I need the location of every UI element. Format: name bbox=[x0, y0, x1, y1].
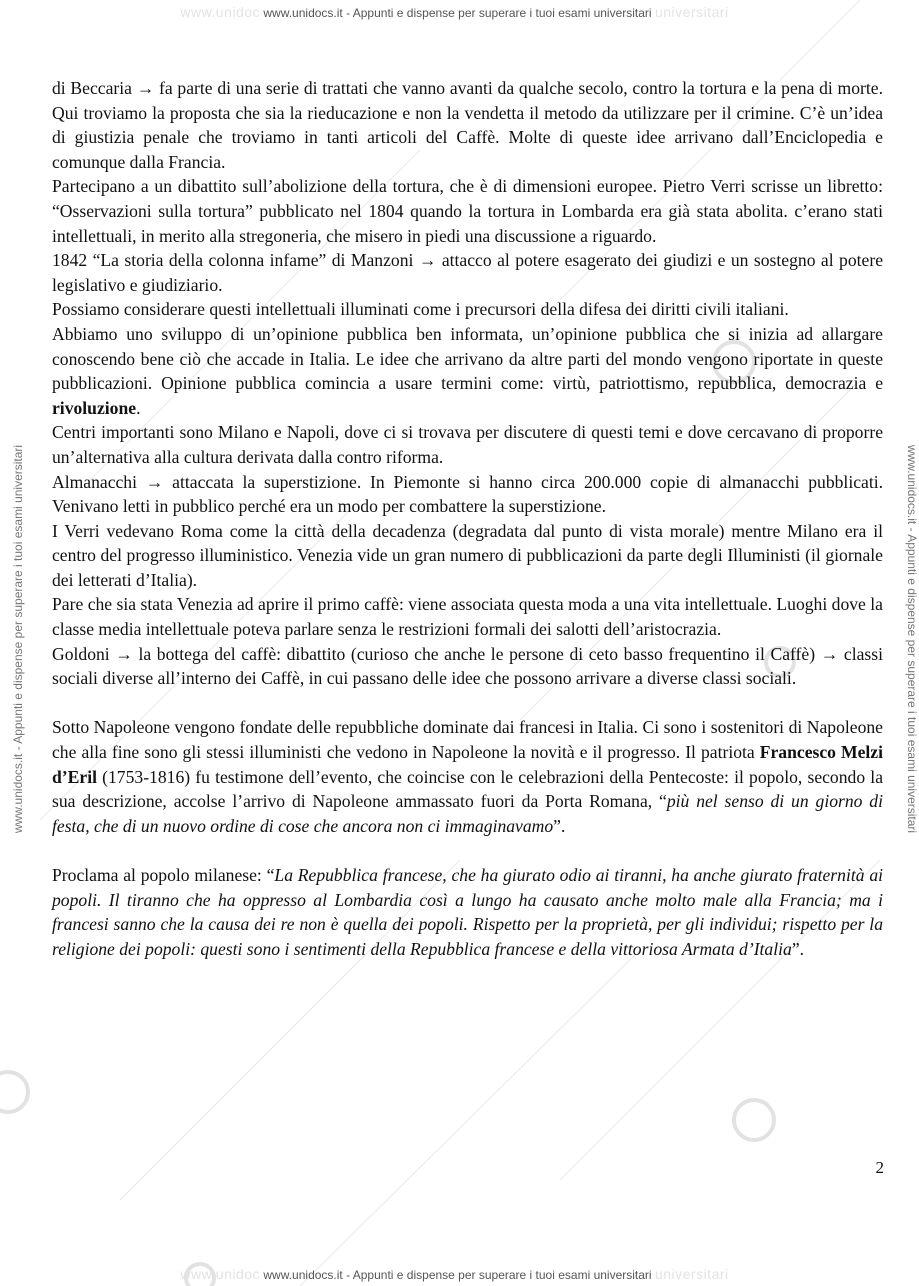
paragraph-verri bbox=[52, 519, 883, 593]
paragraph-centri bbox=[52, 420, 883, 469]
italic-quote: più nel senso di un giorno di festa, che di un nuovo ordine di cose che ancora non ci immaginavamo bbox=[52, 791, 883, 836]
paragraph-goldoni bbox=[52, 642, 883, 691]
paragraph-text: 1842 “La storia della colonna infame” di Manzoni → attacco al potere esagerato dei giudizi e un sostegno al potere legislativo e giudiziario. bbox=[52, 250, 883, 295]
paragraph-text: Goldoni → la bottega del caffè: dibattito (curioso che anche le persone di ceto basso frequentino il Caffè) → classi sociali diverse all’interno dei Caffè, in cui passano delle idee che possono arrivare a diverse classi sociali. bbox=[52, 643, 883, 689]
document-body bbox=[52, 76, 883, 961]
paragraph-beccaria bbox=[52, 76, 883, 174]
footer-watermark-faint-left: www.unidoc bbox=[180, 1266, 261, 1282]
paragraph-text: . bbox=[136, 397, 141, 418]
paragraph-almanacchi bbox=[52, 470, 883, 519]
paragraph-tortura bbox=[52, 174, 883, 248]
paragraph-precursori bbox=[52, 297, 883, 322]
header-watermark-text: www.unidocs.it - Appunti e dispense per superare i tuoi esami universitari bbox=[263, 6, 652, 20]
paragraph-text: ”. bbox=[553, 815, 566, 836]
paragraph-text: Possiamo considerare questi intellettuali illuminati come i precursori della difesa dei diritti civili italiani. bbox=[52, 299, 789, 320]
right-side-watermark: www.unidocs.it - Appunti e dispense per superare i tuoi esami universitari bbox=[905, 444, 919, 834]
italic-quote: La Repubblica francese, che ha giurato odio ai tiranni, ha anche giurato fraternità ai popoli. Il tiranno che ha oppresso al Lombardia così a lungo ha causato anche molto male alla Francia; ma i francesi sanno che la causa dei re non è quella dei popoli. Rispetto per la proprietà, per gli individui; rispetto per la religione dei popoli: questi sono i sentimenti della Repubblica francese e della vittoriosa Armata d’Italia bbox=[52, 865, 883, 959]
paragraph-text: di Beccaria → fa parte di una serie di trattati che vanno avanti da qualche secolo, contro la tortura e la pena di morte. Qui troviamo la proposta che sia la rieducazione e non la vendetta il metodo da utilizzare per il crimine. C’è un’idea di giustizia penale che troviamo in tanti articoli del Caffè. Molte di queste idee arrivano dall’Enciclopedia e comunque dalla Francia. bbox=[52, 78, 883, 172]
header-watermark-faint-right: universitari bbox=[654, 4, 729, 20]
paragraph-venezia bbox=[52, 592, 883, 641]
paragraph-text: Almanacchi → attaccata la superstizione. In Piemonte si hanno circa 200.000 copie di almanacchi pubblicati. Venivano letti in pubblico perché era un modo per combattere la superstizione. bbox=[52, 471, 883, 517]
paragraph-gap bbox=[52, 691, 883, 716]
paragraph-text: Centri importanti sono Milano e Napoli, dove ci si trovava per discutere di questi temi e dove cercavano di proporre un’alternativa alla cultura derivata dalla contro riforma. bbox=[52, 422, 883, 467]
paragraph-text: Partecipano a un dibattito sull’abolizione della tortura, che è di dimensioni europee. Pietro Verri scrisse un libretto: “Osservazioni sulla tortura” pubblicato nel 1804 quando la tortura in Lombarda era già stata abolita. c’erano stati intellettuali, in merito alla stregoneria, che misero in piedi una discussione a riguardo. bbox=[52, 176, 883, 246]
paragraph-napoleone bbox=[52, 715, 883, 838]
footer-watermark-faint-right: universitari bbox=[654, 1266, 729, 1282]
header-watermark bbox=[0, 4, 909, 20]
page-number: 2 bbox=[875, 1158, 884, 1177]
paragraph-text: ”. bbox=[791, 938, 805, 959]
paragraph-text: (1753-1816) fu testimone dell’evento, che coincise con le celebrazioni della Pentecoste: il popolo, secondo la sua descrizione, accolse l’arrivo di Napoleone ammassato fuori da Porta Romana, “ bbox=[52, 766, 883, 812]
paragraph-text: I Verri vedevano Roma come la città della decadenza (degradata dal punto di vista morale) mentre Milano era il centro del progresso illuministico. Venezia vide un gran numero di pubblicazioni da parte degli Illuministi (il giornale dei letterati d’Italia). bbox=[52, 520, 883, 590]
paragraph-text: Pare che sia stata Venezia ad aprire il primo caffè: viene associata questa moda a una vita intellettuale. Luoghi dove la classe media intellettuale poteva parlare senza le restrizioni formali dei salotti dell’aristocrazia. bbox=[52, 594, 883, 640]
paragraph-proclama bbox=[52, 863, 883, 961]
paragraph-opinione-pubblica bbox=[52, 322, 883, 420]
footer-watermark-text: www.unidocs.it - Appunti e dispense per superare i tuoi esami universitari bbox=[263, 1268, 652, 1282]
paragraph-text: Abbiamo uno sviluppo di un’opinione pubblica ben informata, un’opinione pubblica che si inizia ad allargare conoscendo bene ciò che accade in Italia. Le idee che arrivano da altre parti del mondo vengono riportate in queste pubblicazioni. Opinione pubblica comincia a usare termini come: virtù, patriottismo, repubblica, democrazia e bbox=[52, 323, 883, 394]
left-side-watermark: www.unidocs.it - Appunti e dispense per superare i tuoi esami universitari bbox=[11, 444, 25, 834]
bold-term: rivoluzione bbox=[52, 397, 137, 418]
bold-name: Francesco Melzi d’Eril bbox=[52, 742, 883, 787]
paragraph-text: Proclama al popolo milanese: “ bbox=[52, 865, 275, 885]
footer-watermark bbox=[0, 1266, 909, 1282]
paragraph-gap bbox=[52, 838, 883, 863]
header-watermark-faint-left: www.unidoc bbox=[180, 4, 261, 20]
paragraph-manzoni bbox=[52, 248, 883, 297]
paragraph-text: Sotto Napoleone vengono fondate delle repubbliche dominate dai francesi in Italia. Ci sono i sostenitori di Napoleone che alla fine sono gli stessi illuministi che vedono in Napoleone la novità e il progresso. Il patriota bbox=[52, 717, 883, 763]
